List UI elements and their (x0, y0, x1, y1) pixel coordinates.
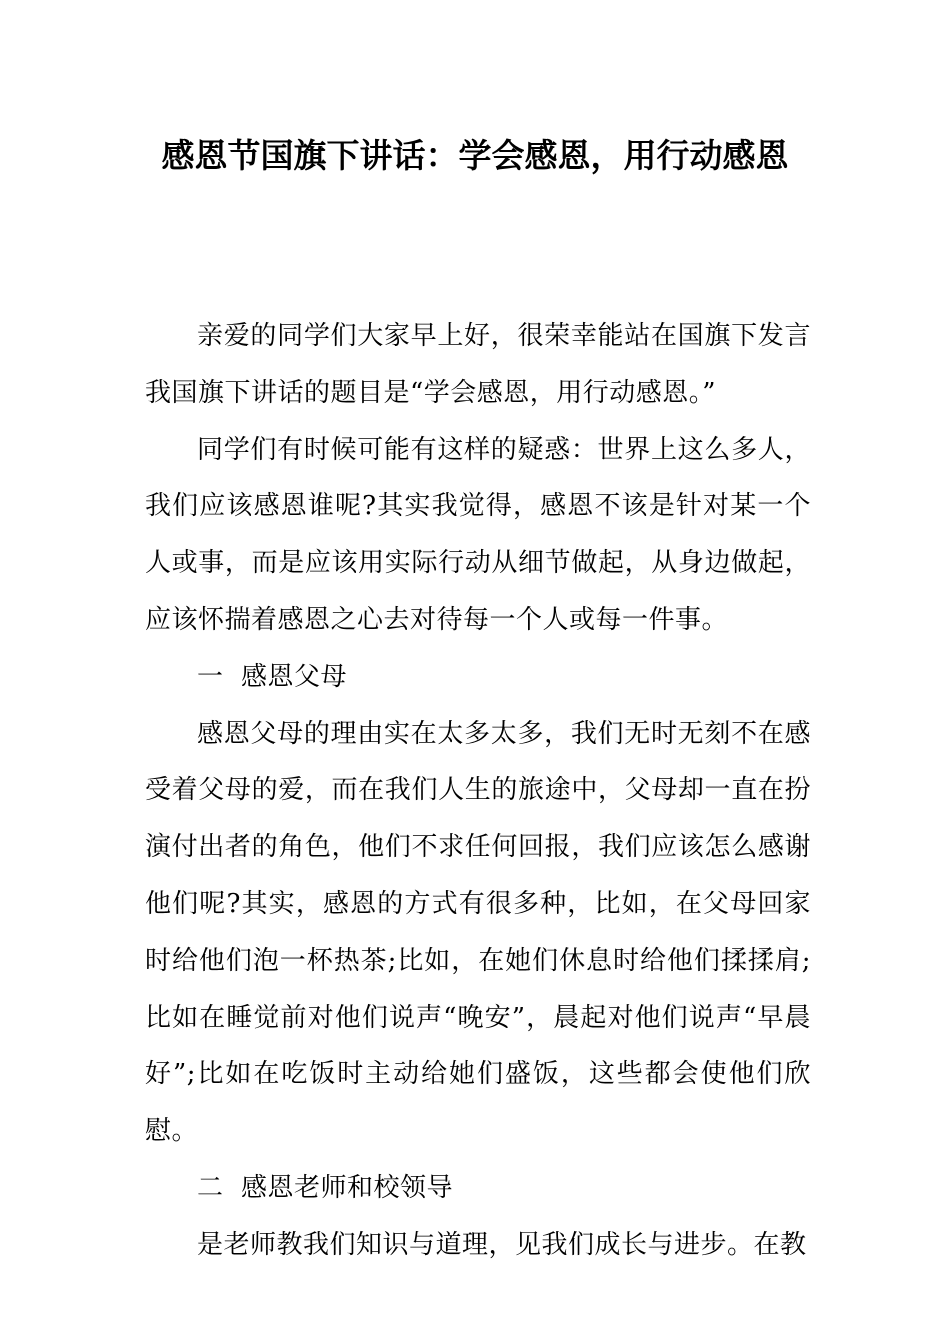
paragraph-parents: 感恩父母的理由实在太多太多，我们无时无刻不在感受着父母的爱，而在我们人生的旅途中，父母却一直在扮演付出者的角色，他们不求任何回报，我们应该怎么感谢他们呢?其实，感恩的方式有很多种，比如，在父母回家时给他们泡一杯热茶;比如，在她们休息时给他们揉揉肩;比如在睡觉前对他们说声“晚安”，晨起对他们说声“早晨好”;比如在吃饭时主动给她们盛饭，这些都会使他们欣慰。 (145, 718, 811, 1147)
paragraph-intro: 同学们有时候可能有这样的疑惑：世界上这么多人，我们应该感恩谁呢?其实我觉得，感恩不该是针对某一个人或事，而是应该用实际行动从细节做起，从身边做起，应该怀揣着感恩之心去对待每一个人或每一件事。 (145, 434, 811, 635)
section-heading-parents: 一 感恩父母 (197, 661, 348, 692)
section-heading-teachers: 二 感恩老师和校领导 (197, 1172, 454, 1203)
paragraph-greeting: 亲爱的同学们大家早上好，很荣幸能站在国旗下发言我国旗下讲话的题目是“学会感恩，用行动感恩。” (145, 321, 811, 408)
document-title: 感恩节国旗下讲话：学会感恩，用行动感恩 (161, 136, 789, 175)
paragraph-teachers: 是老师教我们知识与道理，见我们成长与进步。在教 (197, 1229, 807, 1260)
document-body (145, 308, 811, 1274)
